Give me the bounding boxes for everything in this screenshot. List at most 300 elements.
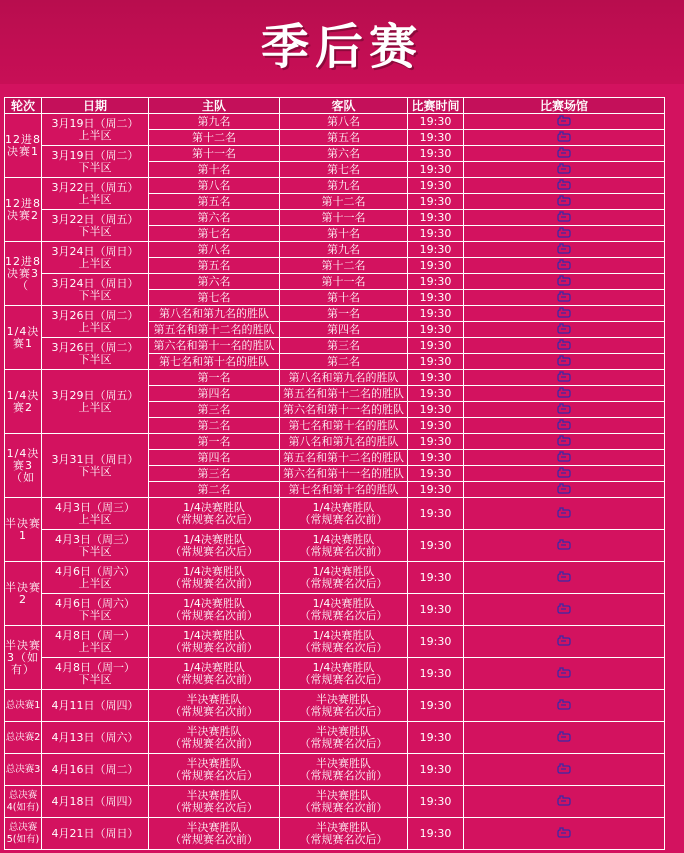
venue-cell [464,290,665,306]
away-team-name: 半决赛胜队 [316,820,371,834]
home-team: 第五名和第十二名的胜队 [149,322,280,338]
away-team: 第五名和第十二名的胜队 [280,386,408,402]
round-label: 总决赛5(如有) [5,818,42,850]
home-team-note: （常规赛名次后） [170,512,258,526]
venue-cell [464,690,665,722]
home-team: 第七名 [149,226,280,242]
venue-link-icon[interactable] [557,403,571,414]
game-date: 4月8日（周一） [55,628,135,642]
venue-link-icon[interactable] [557,795,571,806]
venue-cell [464,402,665,418]
round-label: 12进8决赛1 [5,114,42,178]
home-team-name: 半决赛胜队 [186,692,242,706]
game-time: 19:30 [408,754,464,786]
away-team: 第八名和第九名的胜队 [280,370,408,386]
table-row [5,274,665,290]
away-team-note: （常规赛名次后） [299,576,388,590]
game-time: 19:30 [408,226,464,242]
away-team-note: （常规赛名次后） [299,704,388,718]
away-team: 第十一名 [280,274,408,290]
venue-link-icon[interactable] [557,571,571,582]
table-row [5,242,665,258]
home-team: 第六名 [149,274,280,290]
round-label: 12进8决赛3（ [5,242,42,306]
venue-link-icon[interactable] [557,467,571,478]
home-team-name: 1/4决赛胜队 [183,564,245,578]
game-date: 4月18日（周四） [42,786,149,818]
venue-cell [464,338,665,354]
bracket-half: 上半区 [78,400,112,414]
venue-link-icon[interactable] [557,195,571,206]
away-team-name: 1/4决赛胜队 [312,500,375,514]
home-team: 第八名 [149,242,280,258]
away-team [280,722,408,754]
away-team-name: 1/4决赛胜队 [312,596,375,610]
title-banner [0,0,684,84]
venue-link-icon[interactable] [557,275,571,286]
away-team [280,562,408,594]
home-team [149,722,280,754]
game-time: 19:30 [408,210,464,226]
home-team-note: （常规赛名次后） [170,544,258,558]
away-team-note: （常规赛名次后） [299,640,388,654]
bracket-half: 上半区 [78,320,112,334]
venue-link-icon[interactable] [557,179,571,190]
away-team-name: 半决赛胜队 [316,756,371,770]
venue-link-icon[interactable] [557,227,571,238]
round-label: 总决赛3 [5,754,42,786]
bracket-half: 下半区 [78,544,112,558]
away-team: 第六名 [280,146,408,162]
date-cell [42,242,149,274]
away-team: 第七名和第十名的胜队 [280,418,408,434]
venue-cell [464,274,665,290]
away-team-note: （常规赛名次前） [299,800,388,814]
venue-link-icon[interactable] [557,387,571,398]
table-row [5,658,665,690]
home-team-note: （常规赛名次前） [170,736,258,750]
away-team: 第九名 [280,242,408,258]
venue-cell [464,370,665,386]
away-team-name: 半决赛胜队 [316,692,371,706]
game-time: 19:30 [408,194,464,210]
round-label: 半决赛1 [5,498,42,562]
venue-cell [464,194,665,210]
game-time: 19:30 [408,418,464,434]
venue-cell [464,178,665,194]
venue-link-icon[interactable] [557,339,571,350]
away-team-note: （常规赛名次前） [299,512,388,526]
header-away: 客队 [280,98,408,114]
game-time: 19:30 [408,322,464,338]
header-date: 日期 [42,98,149,114]
game-time: 19:30 [408,386,464,402]
away-team: 第七名 [280,162,408,178]
venue-cell [464,626,665,658]
home-team: 第六名 [149,210,280,226]
page-title: 季后赛 [260,18,423,75]
date-cell [42,338,149,370]
away-team: 第一名 [280,306,408,322]
home-team-note: （常规赛名次前） [170,608,258,622]
venue-cell [464,130,665,146]
game-date: 3月19日（周二） [51,148,139,162]
game-time: 19:30 [408,242,464,258]
header-venue: 比赛场馆 [464,98,665,114]
away-team: 第二名 [280,354,408,370]
venue-link-icon[interactable] [557,291,571,302]
venue-cell [464,482,665,498]
away-team-note: （常规赛名次前） [299,544,388,558]
game-time: 19:30 [408,178,464,194]
date-cell [42,434,149,498]
away-team [280,690,408,722]
venue-cell [464,786,665,818]
venue-link-icon[interactable] [557,539,571,550]
bracket-half: 下半区 [78,608,112,622]
game-date: 4月11日（周四） [42,690,149,722]
venue-link-icon[interactable] [557,451,571,462]
table-row [5,626,665,658]
venue-cell [464,450,665,466]
home-team: 第八名和第九名的胜队 [149,306,280,322]
game-time: 19:30 [408,498,464,530]
home-team: 第三名 [149,466,280,482]
home-team-name: 1/4决赛胜队 [183,660,245,674]
header-home: 主队 [149,98,280,114]
table-row [5,498,665,530]
bracket-half: 上半区 [78,256,112,270]
round-label: 总决赛1 [5,690,42,722]
round-label: 半决赛2 [5,562,42,626]
game-time: 19:30 [408,274,464,290]
away-team-note: （常规赛名次后） [299,608,388,622]
date-cell [42,498,149,530]
date-cell [42,306,149,338]
away-team: 第六名和第十一名的胜队 [280,466,408,482]
date-cell [42,530,149,562]
game-date: 3月22日（周五） [51,212,139,226]
bracket-half: 下半区 [78,352,112,366]
home-team-name: 半决赛胜队 [186,820,242,834]
home-team: 第七名 [149,290,280,306]
away-team: 第十二名 [280,258,408,274]
round-label: 半决赛3（如有） [5,626,42,690]
game-time: 19:30 [408,530,464,562]
venue-link-icon[interactable] [557,115,571,126]
home-team: 第一名 [149,434,280,450]
round-label: 1/4决赛2 [5,370,42,434]
home-team [149,530,280,562]
home-team: 第一名 [149,370,280,386]
venue-link-icon[interactable] [557,699,571,710]
venue-cell [464,226,665,242]
date-cell [42,178,149,210]
away-team: 第五名 [280,130,408,146]
schedule-table [4,97,665,850]
venue-link-icon[interactable] [557,635,571,646]
home-team: 第十名 [149,162,280,178]
venue-link-icon[interactable] [557,259,571,270]
date-cell [42,594,149,626]
away-team: 第九名 [280,178,408,194]
away-team-name: 1/4决赛胜队 [312,660,375,674]
game-time: 19:30 [408,626,464,658]
away-team: 第十名 [280,226,408,242]
home-team-note: （常规赛名次前） [170,576,258,590]
game-date: 4月6日（周六） [55,564,135,578]
game-time: 19:30 [408,690,464,722]
away-team-name: 1/4决赛胜队 [312,564,375,578]
away-team: 第十二名 [280,194,408,210]
game-time: 19:30 [408,258,464,274]
game-time: 19:30 [408,562,464,594]
away-team [280,818,408,850]
venue-link-icon[interactable] [557,243,571,254]
bracket-half: 上半区 [78,640,112,654]
home-team-note: （常规赛名次后） [170,768,258,782]
game-date: 4月16日（周二） [42,754,149,786]
away-team-name: 1/4决赛胜队 [312,628,375,642]
home-team: 第八名 [149,178,280,194]
home-team [149,658,280,690]
venue-link-icon[interactable] [557,355,571,366]
venue-cell [464,306,665,322]
table-row [5,818,665,850]
game-time: 19:30 [408,338,464,354]
game-time: 19:30 [408,434,464,450]
game-time: 19:30 [408,370,464,386]
game-time: 19:30 [408,466,464,482]
venue-cell [464,562,665,594]
away-team: 第七名和第十名的胜队 [280,482,408,498]
venue-cell [464,418,665,434]
table-row [5,594,665,626]
round-label: 总决赛2 [5,722,42,754]
home-team: 第二名 [149,418,280,434]
game-date: 3月24日（周日） [51,244,139,258]
home-team-note: （常规赛名次前） [170,640,258,654]
away-team-name: 半决赛胜队 [316,788,371,802]
away-team: 第六名和第十一名的胜队 [280,402,408,418]
away-team-name: 半决赛胜队 [316,724,371,738]
game-date: 4月3日（周三） [55,500,135,514]
round-label: 1/4决赛1 [5,306,42,370]
game-date: 4月3日（周三） [55,532,135,546]
round-label: 12进8决赛2 [5,178,42,242]
home-team [149,818,280,850]
away-team [280,658,408,690]
date-cell [42,114,149,146]
home-team-note: （常规赛名次后） [170,800,258,814]
away-team: 第八名和第九名的胜队 [280,434,408,450]
venue-cell [464,434,665,450]
home-team-note: （常规赛名次前） [170,672,258,686]
home-team-name: 1/4决赛胜队 [183,628,245,642]
away-team [280,786,408,818]
away-team [280,626,408,658]
header-time: 比赛时间 [408,98,464,114]
table-row [5,210,665,226]
bracket-half: 下半区 [78,224,112,238]
home-team: 第六名和第十一名的胜队 [149,338,280,354]
table-row [5,146,665,162]
venue-link-icon[interactable] [557,211,571,222]
venue-cell [464,530,665,562]
date-cell [42,210,149,242]
venue-link-icon[interactable] [557,507,571,518]
home-team-name: 半决赛胜队 [186,756,242,770]
venue-cell [464,146,665,162]
game-time: 19:30 [408,482,464,498]
venue-cell [464,754,665,786]
away-team: 第四名 [280,322,408,338]
home-team-name: 1/4决赛胜队 [183,596,245,610]
venue-link-icon[interactable] [557,371,571,382]
round-label: 1/4决赛3（如 [5,434,42,498]
away-team [280,594,408,626]
date-cell [42,658,149,690]
date-cell [42,274,149,306]
venue-cell [464,818,665,850]
table-row [5,306,665,322]
home-team [149,626,280,658]
date-cell [42,370,149,434]
home-team-note: （常规赛名次前） [170,832,258,846]
game-date: 3月24日（周日） [51,276,139,290]
date-cell [42,562,149,594]
venue-cell [464,386,665,402]
date-cell [42,146,149,178]
game-time: 19:30 [408,146,464,162]
bracket-half: 下半区 [78,288,112,302]
home-team: 第十一名 [149,146,280,162]
home-team: 第九名 [149,114,280,130]
table-row [5,722,665,754]
away-team-note: （常规赛名次后） [299,672,388,686]
venue-link-icon[interactable] [557,435,571,446]
away-team-name: 1/4决赛胜队 [312,532,375,546]
table-row [5,754,665,786]
home-team [149,562,280,594]
away-team [280,754,408,786]
venue-cell [464,322,665,338]
game-time: 19:30 [408,658,464,690]
venue-link-icon[interactable] [557,419,571,430]
home-team-note: （常规赛名次前） [170,704,258,718]
home-team [149,754,280,786]
game-date: 4月6日（周六） [55,596,135,610]
home-team-name: 半决赛胜队 [186,724,242,738]
game-time: 19:30 [408,130,464,146]
venue-cell [464,498,665,530]
bracket-half: 上半区 [78,576,112,590]
table-row [5,786,665,818]
away-team-note: （常规赛名次后） [299,832,388,846]
home-team-name: 1/4决赛胜队 [183,532,245,546]
bracket-half: 下半区 [78,672,112,686]
home-team [149,786,280,818]
home-team: 第三名 [149,402,280,418]
venue-link-icon[interactable] [557,323,571,334]
bracket-half: 下半区 [78,464,112,478]
game-date: 4月21日（周日） [42,818,149,850]
venue-cell [464,210,665,226]
venue-link-icon[interactable] [557,603,571,614]
game-time: 19:30 [408,354,464,370]
away-team: 第十名 [280,290,408,306]
home-team [149,690,280,722]
game-date: 3月26日（周二） [51,340,139,354]
bracket-half: 上半区 [78,192,112,206]
bracket-half: 下半区 [78,160,112,174]
venue-cell [464,354,665,370]
venue-link-icon[interactable] [557,763,571,774]
table-row [5,530,665,562]
home-team: 第四名 [149,386,280,402]
away-team: 第八名 [280,114,408,130]
table-row [5,370,665,386]
game-time: 19:30 [408,722,464,754]
home-team-name: 1/4决赛胜队 [183,500,245,514]
home-team: 第五名 [149,194,280,210]
away-team-note: （常规赛名次前） [299,768,388,782]
game-date: 3月26日（周二） [51,308,139,322]
header-round: 轮次 [5,98,42,114]
venue-cell [464,258,665,274]
away-team: 第三名 [280,338,408,354]
venue-link-icon[interactable] [557,131,571,142]
away-team [280,498,408,530]
game-date: 3月22日（周五） [51,180,139,194]
venue-link-icon[interactable] [557,667,571,678]
venue-cell [464,594,665,626]
game-time: 19:30 [408,402,464,418]
game-time: 19:30 [408,786,464,818]
venue-cell [464,114,665,130]
home-team: 第二名 [149,482,280,498]
date-cell [42,626,149,658]
game-time: 19:30 [408,818,464,850]
venue-link-icon[interactable] [557,147,571,158]
venue-cell [464,242,665,258]
venue-link-icon[interactable] [557,307,571,318]
table-row [5,178,665,194]
venue-link-icon[interactable] [557,731,571,742]
bracket-half: 上半区 [78,128,112,142]
game-date: 3月19日（周二） [51,116,139,130]
venue-cell [464,466,665,482]
venue-link-icon[interactable] [557,827,571,838]
game-time: 19:30 [408,114,464,130]
table-row [5,114,665,130]
venue-link-icon[interactable] [557,483,571,494]
game-date: 4月8日（周一） [55,660,135,674]
game-date: 3月29日（周五） [51,388,139,402]
table-row [5,338,665,354]
home-team: 第四名 [149,450,280,466]
table-row [5,434,665,450]
game-time: 19:30 [408,306,464,322]
home-team: 第十二名 [149,130,280,146]
venue-cell [464,658,665,690]
table-row [5,690,665,722]
away-team: 第五名和第十二名的胜队 [280,450,408,466]
venue-link-icon[interactable] [557,163,571,174]
away-team [280,530,408,562]
away-team: 第十一名 [280,210,408,226]
venue-cell [464,722,665,754]
